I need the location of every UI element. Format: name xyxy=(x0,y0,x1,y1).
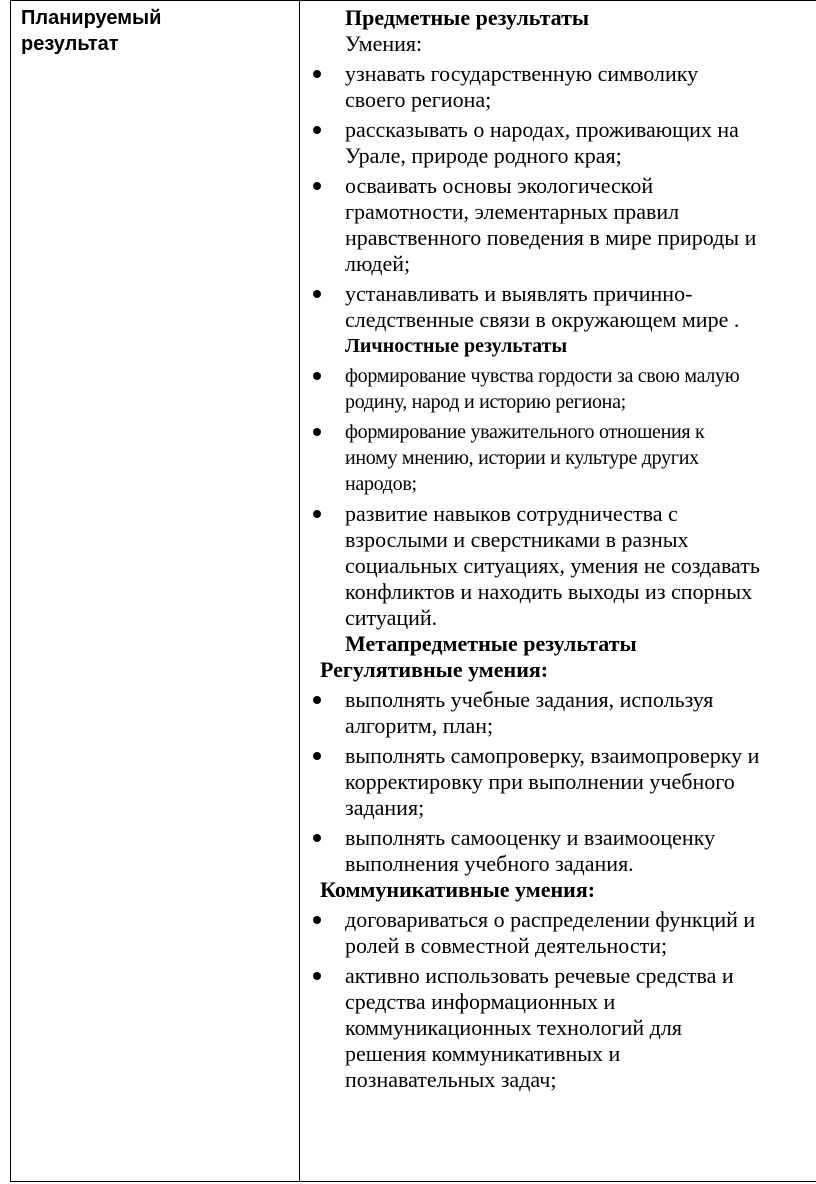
list-item xyxy=(300,281,816,333)
list-item-line: выполнения учебного задания. xyxy=(345,851,634,876)
list-item-line: социальных ситуациях, умения не создавать xyxy=(345,553,760,578)
list-item-line: корректировку при выполнении учебного xyxy=(345,769,735,794)
bullet-icon xyxy=(313,752,321,760)
list-item xyxy=(300,907,816,959)
list-item-line: развитие навыков сотрудничества с xyxy=(345,501,678,526)
list-item-line: взрослыми и сверстниками в разных xyxy=(345,527,689,552)
list-item-line: узнавать государственную символику xyxy=(345,61,699,86)
planned-result-label-line: результат xyxy=(21,33,119,55)
list-item xyxy=(300,501,816,631)
bullet-icon xyxy=(313,182,321,190)
list-item-line: осваивать основы экологической xyxy=(345,173,654,198)
planned-result-label xyxy=(11,1,299,57)
list-item-line: договариваться о распределении функций и xyxy=(345,907,756,932)
list-item-line: народов; xyxy=(345,473,417,495)
list-item xyxy=(300,61,816,113)
list-item-line: решения коммуникативных и xyxy=(345,1041,621,1066)
results-table xyxy=(10,0,816,1182)
left-column-cell xyxy=(11,1,300,1182)
list-item-line: грамотности, элементарных правил xyxy=(345,199,680,224)
list-item-line: Урале, природе родного края; xyxy=(345,143,622,168)
planned-result-label-line: Планируемый xyxy=(21,7,162,29)
list-item xyxy=(300,963,816,1093)
regulatory-skills-heading: Регулятивные умения: xyxy=(320,657,549,682)
list-item-line: людей; xyxy=(345,251,411,276)
list-item xyxy=(300,419,816,497)
list-item-line: формирование уважительного отношения к xyxy=(345,421,705,443)
bullet-icon xyxy=(313,290,321,298)
list-item-line: формирование чувства гордости за свою малую xyxy=(345,365,740,387)
list-item-line: активно использовать речевые средства и xyxy=(345,963,734,988)
list-item-line: познавательных задач; xyxy=(345,1067,557,1092)
list-item-line: родину, народ и историю региона; xyxy=(345,391,626,413)
meta-results-heading: Метапредметные результаты xyxy=(345,631,637,656)
list-item-line: своего региона; xyxy=(345,87,492,112)
list-item xyxy=(300,743,816,821)
list-item-line: коммуникационных технологий для xyxy=(345,1015,682,1040)
bullet-icon xyxy=(313,70,321,78)
communicative-skills-heading: Коммуникативные умения: xyxy=(320,877,596,902)
table-row xyxy=(11,1,816,1182)
list-item-line: ролей в совместной деятельности; xyxy=(345,933,668,958)
bullet-icon xyxy=(313,372,321,380)
results-content xyxy=(300,5,816,1093)
list-item-line: выполнять самопроверку, взаимопроверку и xyxy=(345,743,760,768)
list-item-line: средства информационных и xyxy=(345,989,616,1014)
list-item-line: иному мнению, истории и культуре других xyxy=(345,447,699,469)
personal-results-heading: Личностные результаты xyxy=(345,335,568,357)
list-item-line: следственные связи в окружающем мире . xyxy=(345,307,740,332)
list-item-line: устанавливать и выявлять причинно- xyxy=(345,281,693,306)
list-item xyxy=(300,687,816,739)
bullet-icon xyxy=(313,916,321,924)
right-column-cell xyxy=(300,1,816,1182)
list-item-line: выполнять самооценку и взаимооценку xyxy=(345,825,716,850)
list-item xyxy=(300,363,816,415)
bullet-icon xyxy=(313,696,321,704)
list-item xyxy=(300,173,816,277)
list-item-line: выполнять учебные задания, используя xyxy=(345,687,714,712)
bullet-icon xyxy=(313,428,321,436)
bullet-icon xyxy=(313,510,321,518)
list-item-line: задания; xyxy=(345,795,425,820)
list-item-line: ситуаций. xyxy=(345,605,438,630)
list-item-line: рассказывать о народах, проживающих на xyxy=(345,117,739,142)
bullet-icon xyxy=(313,126,321,134)
list-item-line: нравственного поведения в мире природы и xyxy=(345,225,757,250)
list-item-line: алгоритм, план; xyxy=(345,713,494,738)
list-item xyxy=(300,117,816,169)
skills-sublabel: Умения: xyxy=(345,31,423,56)
bullet-icon xyxy=(313,972,321,980)
list-item-line: конфликтов и находить выходы из спорных xyxy=(345,579,753,604)
bullet-icon xyxy=(313,834,321,842)
list-item xyxy=(300,825,816,877)
subject-results-heading: Предметные результаты xyxy=(345,5,590,30)
